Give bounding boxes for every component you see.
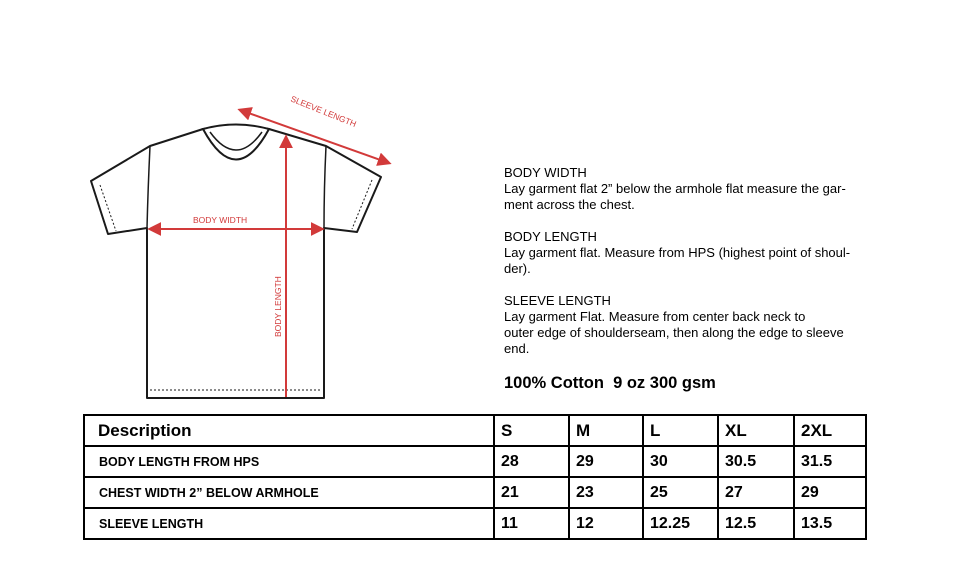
header-description: Description [84, 415, 494, 446]
table-row [84, 508, 866, 539]
instruction-sleeve-length [504, 293, 874, 357]
header-size-xl: XL [718, 415, 794, 446]
table-cell: 12.5 [718, 508, 794, 539]
sleeve-length-label: SLEEVE LENGTH [289, 93, 358, 130]
instruction-body-width [504, 165, 874, 213]
body-width-label: BODY WIDTH [193, 215, 248, 225]
table-cell: 25 [643, 477, 718, 508]
left-armhole-seam [147, 146, 150, 228]
row-label: SLEEVE LENGTH [84, 508, 494, 539]
right-armhole-seam [324, 146, 326, 228]
collar-inner [210, 132, 262, 150]
material-spec: 100% Cotton 9 oz 300 gsm [504, 374, 716, 392]
instruction-text: Lay garment Flat. Measure from center back neck to outer edge of shoulderseam, then along the edge to sleeve end. [504, 309, 844, 356]
instruction-heading: SLEEVE LENGTH [504, 293, 611, 308]
table-header-row [84, 415, 866, 446]
table-cell: 21 [494, 477, 569, 508]
table-cell: 30 [643, 446, 718, 477]
row-label: BODY LENGTH FROM HPS [84, 446, 494, 477]
size-chart-table [83, 414, 867, 540]
sleeve-length-arrow [240, 110, 389, 163]
left-sleeve-stitch [100, 185, 116, 231]
table-row [84, 477, 866, 508]
table-cell: 13.5 [794, 508, 866, 539]
instruction-heading: BODY LENGTH [504, 229, 597, 244]
header-size-s: S [494, 415, 569, 446]
table-cell: 12.25 [643, 508, 718, 539]
table-cell: 27 [718, 477, 794, 508]
instruction-text: Lay garment flat 2” below the armhole flat measure the gar- ment across the chest. [504, 181, 846, 212]
instruction-text: Lay garment flat. Measure from HPS (highest point of shoul- der). [504, 245, 851, 276]
table-cell: 30.5 [718, 446, 794, 477]
header-size-2xl: 2XL [794, 415, 866, 446]
tshirt-outline [91, 129, 381, 398]
header-size-l: L [643, 415, 718, 446]
row-label: CHEST WIDTH 2” BELOW ARMHOLE [84, 477, 494, 508]
instruction-heading: BODY WIDTH [504, 165, 587, 180]
body-length-label: BODY LENGTH [273, 276, 283, 337]
table-row [84, 446, 866, 477]
header-size-m: M [569, 415, 643, 446]
table-cell: 11 [494, 508, 569, 539]
table-cell: 28 [494, 446, 569, 477]
table-cell: 23 [569, 477, 643, 508]
table-cell: 29 [569, 446, 643, 477]
table-cell: 29 [794, 477, 866, 508]
measurement-instructions [504, 165, 874, 373]
table-cell: 12 [569, 508, 643, 539]
collar-outer [203, 125, 269, 160]
table-cell: 31.5 [794, 446, 866, 477]
instruction-body-length [504, 229, 874, 277]
